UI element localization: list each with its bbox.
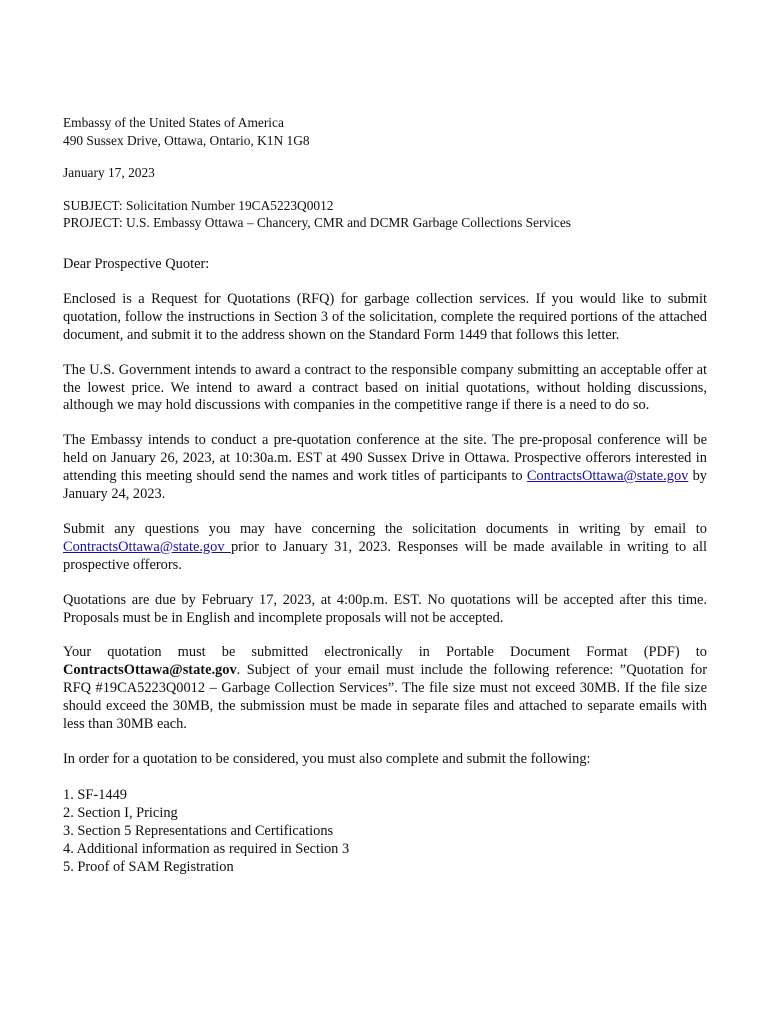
letter-body bbox=[63, 114, 707, 876]
paragraph-requirements-intro: In order for a quotation to be considered, you must also complete and submit the following: bbox=[63, 751, 591, 767]
conference-deadline-text: by January 24, 2023. bbox=[63, 468, 707, 503]
salutation: Dear Prospective Quoter: bbox=[63, 255, 210, 272]
list-item: 5. Proof of SAM Registration bbox=[63, 858, 234, 875]
list-item: 3. Section 5 Representations and Certifications bbox=[63, 822, 334, 839]
subject-line: SUBJECT: Solicitation Number 19CA5223Q0012 bbox=[63, 197, 334, 213]
paragraph-due-date: Quotations are due by February 17, 2023, at 4:00p.m. EST. No quotations will be accepted after this time. Proposals must be in English and incomplete proposals will not be accepted. bbox=[63, 591, 707, 626]
email-link[interactable]: ContractsOttawa@state.gov bbox=[526, 468, 689, 485]
list-item: 4. Additional information as required in Section 3 bbox=[63, 840, 350, 857]
paragraph-submission bbox=[63, 644, 707, 734]
sender-address: 490 Sussex Drive, Ottawa, Ontario, K1N 1G8 bbox=[63, 132, 310, 148]
submission-text: Your quotation must be submitted electronically in Portable Document Format (PDF) to bbox=[63, 644, 707, 661]
paragraph-award: The U.S. Government intends to award a contract to the responsible company submitting an acceptable offer at the lowest price. We intend to award a contract based on initial quotations, without holding discussions, although we may hold discussions with companies in the competitive range if there is a need to do so. bbox=[63, 361, 707, 414]
letter-date: January 17, 2023 bbox=[63, 165, 155, 181]
list-item: 2. Section I, Pricing bbox=[63, 804, 178, 821]
email-bold: ContractsOttawa@state.gov bbox=[63, 662, 237, 679]
submission-details-text: . Subject of your email must include the following reference: ”Quotation for RFQ #19CA5223Q0012 – Garbage Collection Services”. The file size must not exceed 30MB. If the file size should exceed the 30MB, the submission must be made in separate files and attached to separate emails with less than 30MB each. bbox=[63, 662, 707, 733]
project-line: PROJECT: U.S. Embassy Ottawa – Chancery, CMR and DCMR Garbage Collections Services bbox=[63, 215, 571, 231]
paragraph-conference bbox=[63, 432, 707, 504]
sender-org: Embassy of the United States of America bbox=[63, 115, 284, 130]
conference-text: The Embassy intends to conduct a pre-quotation conference at the site. The pre-proposal conference will be held on January 26, 2023, at 10:30a.m. EST at 490 Sussex Drive in Ottawa. Prospective offerors interested in attending this meeting should send the names and work titles of participants to bbox=[63, 432, 707, 485]
requirements-list bbox=[63, 786, 707, 876]
email-link[interactable]: ContractsOttawa@state.gov bbox=[63, 538, 231, 555]
paragraph-rfq-intro: Enclosed is a Request for Quotations (RFQ) for garbage collection services. If you would like to submit quotation, follow the instructions in Section 3 of the solicitation, complete the required portions of the attached document, and submit it to the address shown on the Standard Form 1449 that follows this letter. bbox=[63, 290, 707, 343]
paragraph-questions bbox=[63, 521, 707, 575]
questions-text: Submit any questions you may have concerning the solicitation documents in writing by email to bbox=[63, 520, 707, 537]
questions-deadline-text: prior to January 31, 2023. Responses will be made available in writing to all prospective offerors. bbox=[63, 538, 707, 573]
list-item: 1. SF-1449 bbox=[63, 786, 127, 803]
